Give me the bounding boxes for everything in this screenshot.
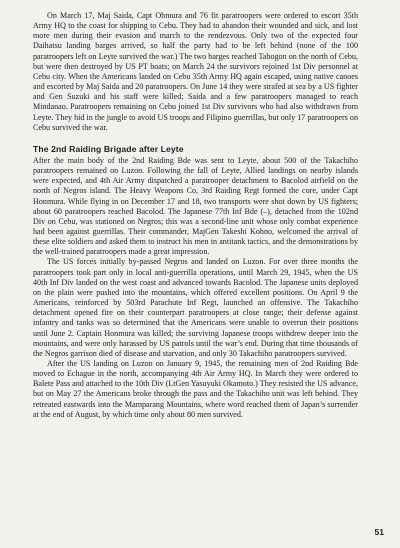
body-paragraph-4: After the US landing on Luzon on January 9, 1945, the remaining men of 2nd Raiding Bde moved to Echague in the north, accompanying 4th Air Army HQ. In March they were ordered to Balete Pass and attached to the 10th Div (LtGen Yasuyuki Okamoto.) They resisted the US advance, but on May 27 the Americans broke through the pass and the Takachiho unit was left behind. They retreated eastwards into the Mamparang Mountains, where word reached them of Japan’s surrender at the end of August, by which time only about 80 men survived.: [33, 359, 358, 419]
text-column: [33, 11, 358, 420]
body-paragraph-1: On March 17, Maj Saida, Capt Ohmura and 76 fit paratroopers were ordered to escort 35th Army HQ to the coast for shipping to Cebu. They had to abandon their wounded and sick, and lost more men during their evasion and march to the rendezvous. Only two of the expected four Daihatsu landing barges arrived, so half the party had to be left behind (none of the 100 paratroopers left on Leyte survived the war.) The two barges reached Tabogon on the north of Cebu, but were then destroyed by US PT boats; on March 24 the survivors rejoined 1st Div personnel at Cebu city. When the Americans landed on Cebu 35th Army HQ again escaped, using native canoes and escorted by Maj Saida and 20 paratroopers. On June 14 they were strafed at sea by a US fighter and Gen Suzuki and his staff were killed; Saida and a few paratroopers managed to reach Mindanao. Paratroopers remaining on Cebu joined 1st Div survivors who had also withdrawn from Leyte. They hid in the jungle to avoid US troops and Filipino guerrillas, but only 17 paratroopers on Cebu survived the war.: [33, 11, 358, 132]
page-number: 51: [374, 527, 384, 537]
body-paragraph-2: After the main body of the 2nd Raiding Bde was sent to Leyte, about 500 of the Takachiho paratroopers remained on Luzon. Following the fall of Leyte, Allied landings on nearby islands were expected, and 4th Air Army dispatched a paratrooper detachment to Bacolod airfield on the north of Negros island. The Heavy Weapons Co, 3rd Raiding Regt formed the core, under Capt Honmura. While flying in on December 17 and 18, two transports were shot down by US fighters; about 60 paratroopers reached Bacolod. The Japanese 77th Inf Bde (–), detached from the 102nd Div on Cebu, was stationed on Negros; this was a second-line unit whose only combat experience had been against guerrillas. Their commander, MajGen Takeshi Kohno, welcomed the arrival of these elite soldiers and asked them to instruct his men in antitank tactics, and the demonstrations by the well-trained paratroopers made a great impression.: [33, 155, 358, 257]
section-heading: The 2nd Raiding Brigade after Leyte: [33, 143, 184, 154]
body-paragraph-3: The US forces initially by-passed Negros and landed on Luzon. For over three months the paratroopers took part only in local anti-guerrilla operations, until March 29, 1945, when the US 40th Inf Div landed on the west coast and advanced towards Bacolod. The Japanese units deployed on the plain were pushed into the mountains, which offered excellent positions. On April 9 the Americans, reinforced by 503rd Parachute Inf Regt, launched an offensive. The Takachiho detachment opened fire on their counterpart paratroopers at close range; their defense against infantry and tanks was so determined that the Americans were unable to overrun their positions until June 2. Captain Honmura was killed; the surviving Japanese troops withdrew deeper into the mountains, and were only harassed by US patrols until the war’s end. During that time thousands of the Negros garrison died of disease and starvation, and only 30 Takachiho paratroopers survived.: [33, 257, 358, 358]
